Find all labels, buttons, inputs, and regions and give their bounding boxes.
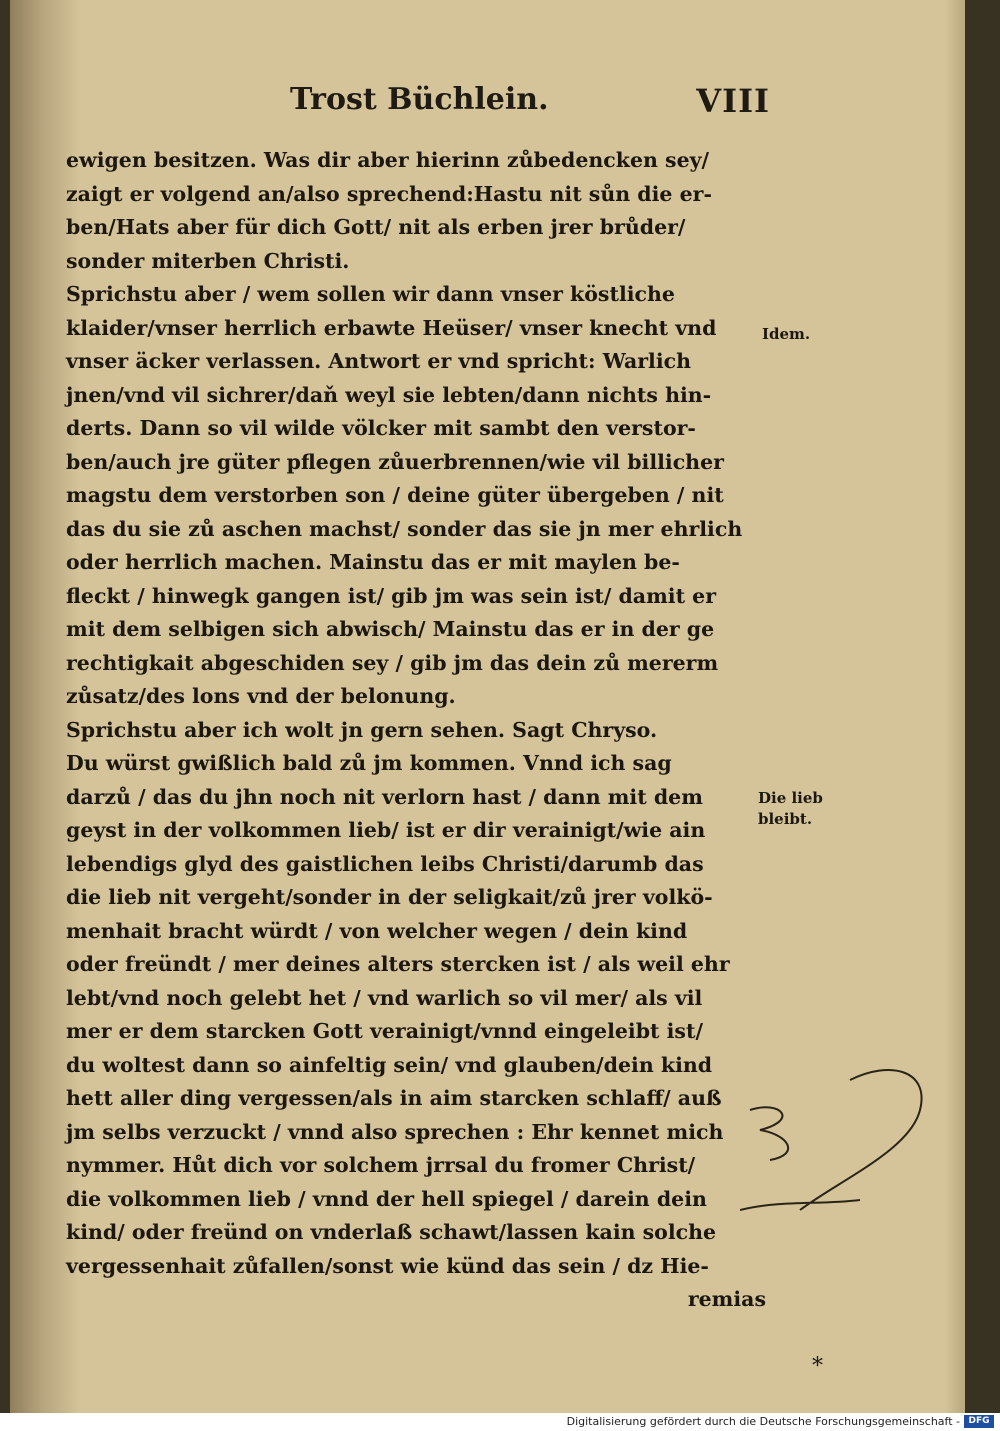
text-line: nymmer. Hůt dich vor solchem jrrsal du fromer Christ/ bbox=[66, 1153, 696, 1177]
text-line: oder herrlich machen. Mainstu das er mit maylen be- bbox=[66, 550, 680, 574]
text-line: geyst in der volkommen lieb/ ist er dir verainigt/wie ain bbox=[66, 818, 706, 842]
text-line: Sprichstu aber ich wolt jn gern sehen. Sagt Chryso. bbox=[66, 717, 658, 742]
running-head: Trost Büchlein. bbox=[290, 82, 549, 117]
handwritten-flourish bbox=[740, 1060, 940, 1240]
text-line: die lieb nit vergeht/sonder in der seligkait/zů jrer volkö- bbox=[66, 885, 713, 909]
text-line: lebendigs glyd des gaistlichen leibs Christi/darumb das bbox=[66, 851, 704, 876]
text-line: du woltest dann so ainfeltig sein/ vnd glauben/dein kind bbox=[66, 1052, 713, 1077]
text-line: mer er dem starcken Gott verainigt/vnnd eingeleibt ist/ bbox=[66, 1019, 703, 1043]
text-line: hett aller ding vergessen/als in aim starcken schlaff/ auß bbox=[66, 1086, 722, 1110]
page-edge bbox=[945, 0, 965, 1413]
marginal-note-line: bleibt. bbox=[758, 810, 813, 828]
text-line: rechtigkait abgeschiden sey / gib jm das dein zů mererm bbox=[66, 650, 719, 675]
text-line: Du würst gwißlich bald zů jm kommen. Vnnd ich sag bbox=[66, 751, 672, 775]
marginal-note-text: Idem. bbox=[762, 325, 811, 343]
text-line: lebt/vnd noch gelebt het / vnd warlich so vil mer/ als vil bbox=[66, 985, 703, 1010]
catch-mark: * bbox=[812, 1354, 823, 1379]
text-line: sonder miterben Christi. bbox=[66, 248, 350, 273]
folio-number: VIII bbox=[696, 82, 770, 120]
text-line: darzů / das du jhn noch nit verlorn hast / dann mit dem bbox=[66, 784, 703, 809]
marginal-note-line: Die lieb bbox=[758, 789, 823, 807]
text-line: Sprichstu aber / wem sollen wir dann vnser köstliche bbox=[66, 282, 675, 306]
text-line: vergessenhait zůfallen/sonst wie künd das sein / dz Hie- bbox=[66, 1253, 709, 1278]
marginal-note-idem bbox=[762, 324, 810, 345]
text-line: oder freündt / mer deines alters stercken ist / als weil ehr bbox=[66, 952, 730, 976]
page-header bbox=[290, 82, 770, 142]
dfg-logo: DFG bbox=[964, 1415, 994, 1428]
main-text-block bbox=[66, 144, 766, 1317]
text-line: klaider/vnser herrlich erbawte Heüser/ vnser knecht vnd bbox=[66, 315, 717, 340]
text-line: fleckt / hinwegk gangen ist/ gib jm was sein ist/ damit er bbox=[66, 583, 717, 608]
text-line: zůsatz/des lons vnd der belonung. bbox=[66, 684, 456, 708]
text-line: das du sie zů aschen machst/ sonder das sie jn mer ehrlich bbox=[66, 516, 743, 541]
text-line-last: remias bbox=[687, 1287, 766, 1311]
text-line: jnen/vnd vil sichrer/daň weyl sie lebten/dann nichts hin- bbox=[66, 382, 712, 407]
text-line: ben/auch jre güter pflegen zůuerbrennen/wie vil billicher bbox=[66, 449, 724, 474]
text-line: zaigt er volgend an/also sprechend:Hastu nit sůn die er- bbox=[66, 181, 712, 206]
footer-bar bbox=[0, 1413, 1000, 1431]
text-line: jm selbs verzuckt / vnnd also sprechen : Ehr kennet mich bbox=[66, 1119, 724, 1144]
text-line: ewigen besitzen. Was dir aber hierinn zůbedencken sey/ bbox=[66, 148, 710, 172]
funding-credit: Digitalisierung gefördert durch die Deutsche Forschungsgemeinschaft - bbox=[566, 1415, 960, 1428]
text-line: kind/ oder freünd on vnderlaß schawt/lassen kain solche bbox=[66, 1220, 717, 1244]
marginal-note-lieb bbox=[758, 788, 823, 830]
text-line: derts. Dann so vil wilde völcker mit sambt den verstor- bbox=[66, 416, 696, 440]
text-line: die volkommen lieb / vnnd der hell spiegel / darein dein bbox=[66, 1186, 707, 1211]
text-line: magstu dem verstorben son / deine güter übergeben / nit bbox=[66, 483, 724, 507]
text-line: ben/Hats aber für dich Gott/ nit als erben jrer brůder/ bbox=[66, 215, 686, 239]
text-line: vnser äcker verlassen. Antwort er vnd spricht: Warlich bbox=[66, 349, 691, 373]
text-line: mit dem selbigen sich abwisch/ Mainstu das er in der ge bbox=[66, 617, 715, 641]
text-line: menhait bracht würdt / von welcher wegen / dein kind bbox=[66, 918, 688, 943]
